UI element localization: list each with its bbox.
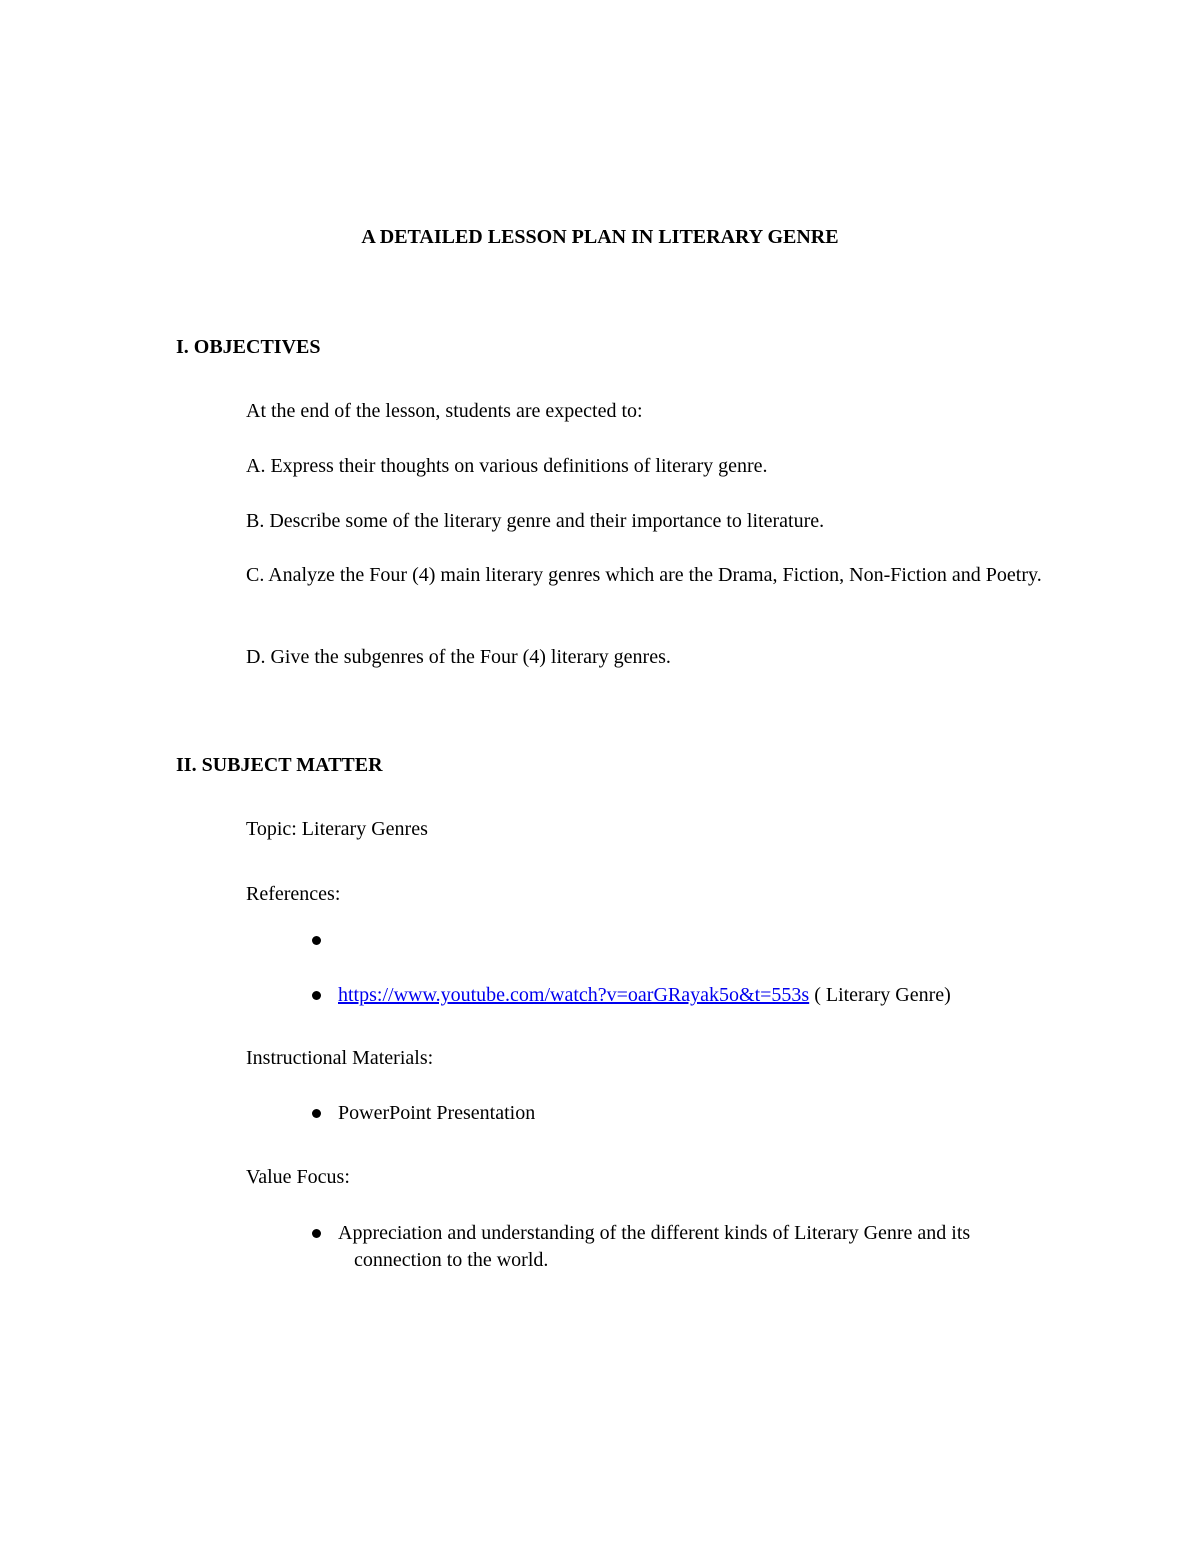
objective-b: B. Describe some of the literary genre and their importance to literature. xyxy=(246,510,825,532)
objective-a: A. Express their thoughts on various definitions of literary genre. xyxy=(246,455,768,477)
bullet-icon xyxy=(312,1109,321,1118)
topic-line: Topic: Literary Genres xyxy=(246,818,428,840)
objective-c: C. Analyze the Four (4) main literary genres which are the Drama, Fiction, Non-Fiction and Poetry. xyxy=(246,564,1042,586)
value-item-text: Appreciation and understanding of the different kinds of Literary Genre and its connection to the world. xyxy=(338,1222,971,1271)
bullet-icon xyxy=(312,991,321,1000)
reference-item-video xyxy=(312,982,1062,1009)
reference-note: ( Literary Genre) xyxy=(809,984,951,1006)
value-focus-label: Value Focus: xyxy=(246,1166,350,1188)
objectives-heading: I. OBJECTIVES xyxy=(176,336,321,358)
material-item-text: PowerPoint Presentation xyxy=(338,1102,536,1124)
references-label: References: xyxy=(246,883,341,905)
bullet-icon xyxy=(312,1229,321,1238)
bullet-icon xyxy=(312,936,321,945)
materials-label: Instructional Materials: xyxy=(246,1047,434,1069)
material-item xyxy=(312,1100,1062,1127)
subject-matter-heading: II. SUBJECT MATTER xyxy=(176,754,383,776)
document-title: A DETAILED LESSON PLAN IN LITERARY GENRE xyxy=(361,226,839,248)
reference-link[interactable]: https://www.youtube.com/watch?v=oarGRayak5o&t=553s xyxy=(338,984,810,1006)
value-item xyxy=(312,1220,1062,1274)
objective-d: D. Give the subgenres of the Four (4) literary genres. xyxy=(246,646,671,668)
objectives-intro: At the end of the lesson, students are expected to: xyxy=(246,400,643,422)
